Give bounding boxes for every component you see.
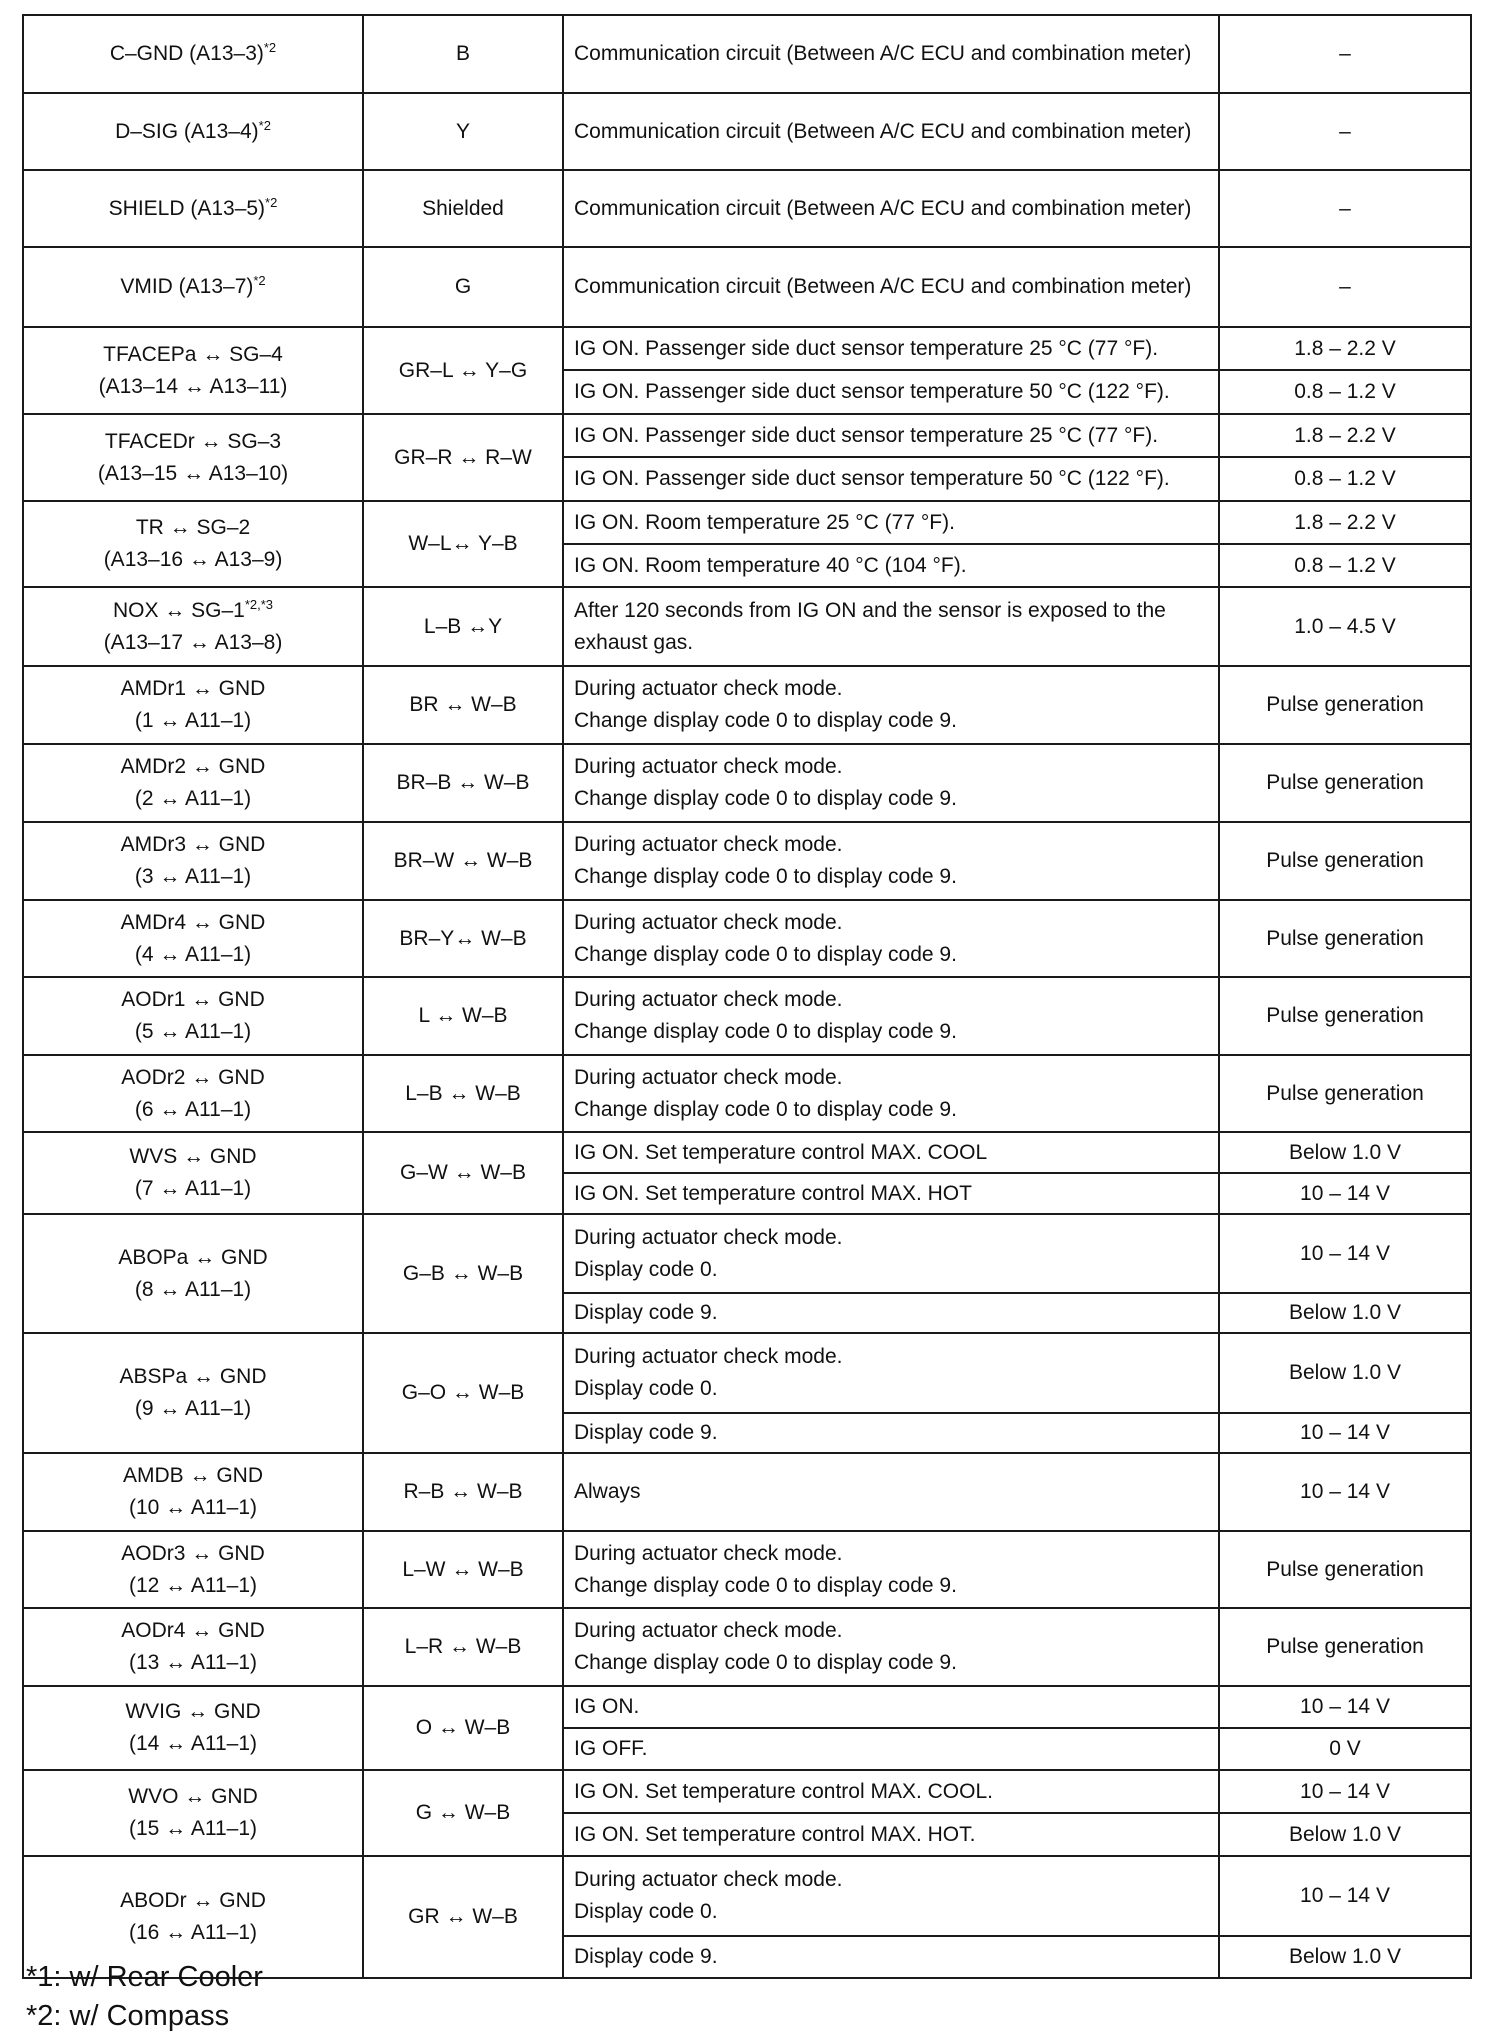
specified-condition-cell <box>1219 1608 1471 1686</box>
table-row <box>23 977 1471 1055</box>
terminal-cell-text: NOX ↔ $SG-1^{*2,*3}$ (A13–17 ↔ A13–8) <box>103 596 283 654</box>
condition-cell-text: IG ON. Set temperature control MAX. HOT. <box>574 1822 976 1846</box>
specified-condition-cell <box>1219 544 1471 587</box>
table-row <box>23 414 1471 457</box>
specified-condition-cell-text: 10 – 14 V <box>1300 1695 1390 1718</box>
table-row <box>23 900 1471 977</box>
condition-cell-text: IG ON. Passenger side duct sensor temperature 50 °C (122 °F). <box>574 467 1170 490</box>
condition-cell <box>563 1413 1219 1453</box>
wiring-color-cell <box>363 822 563 900</box>
table-row <box>23 822 1471 900</box>
terminal-cell-text: WVO ↔ GND (15 ↔ A11–1) <box>128 1785 258 1840</box>
condition-cell-text: During actuator check mode. Change display code 0 to display code 9. <box>574 910 957 966</box>
condition-cell <box>563 1936 1219 1978</box>
specified-condition-cell <box>1219 457 1471 501</box>
specified-condition-cell <box>1219 1686 1471 1728</box>
wiring-color-cell <box>363 247 563 327</box>
wiring-color-cell <box>363 327 563 414</box>
condition-cell <box>563 1214 1219 1293</box>
terminal-cell-text: ABOPa ↔ GND (8 ↔ A11–1) <box>118 1245 268 1301</box>
condition-cell <box>563 501 1219 544</box>
table-row <box>23 170 1471 247</box>
specified-condition-cell <box>1219 1936 1471 1978</box>
table-row <box>23 1856 1471 1936</box>
condition-cell <box>563 457 1219 501</box>
specified-condition-cell <box>1219 1813 1471 1856</box>
specified-condition-cell <box>1219 1453 1471 1531</box>
terminal-cell-text: AODr2 ↔ GND (6 ↔ A11–1) <box>121 1065 265 1121</box>
condition-cell <box>563 1770 1219 1813</box>
condition-cell <box>563 1856 1219 1936</box>
specified-condition-cell-text: Pulse generation <box>1266 1635 1424 1658</box>
specified-condition-cell <box>1219 1132 1471 1173</box>
specified-condition-cell-text: Pulse generation <box>1266 849 1424 872</box>
condition-cell <box>563 1686 1219 1728</box>
condition-cell-text: Display code 9. <box>574 1301 718 1324</box>
condition-cell <box>563 327 1219 370</box>
terminal-cell <box>23 15 363 93</box>
condition-cell <box>563 822 1219 900</box>
condition-cell-text: After 120 seconds from IG ON and the sensor is exposed to the exhaust gas. <box>574 598 1166 654</box>
terminal-cell-text: C–GND $(A13-3)^{*2}$ <box>109 40 277 65</box>
condition-cell <box>563 1728 1219 1770</box>
terminal-cell <box>23 977 363 1055</box>
specified-condition-cell-text: Below 1.0 V <box>1288 1361 1402 1384</box>
condition-cell-text: During actuator check mode. Change display code 0 to display code 9. <box>574 1541 957 1597</box>
specified-condition-cell-text: 0.8 – 1.2 V <box>1294 380 1396 403</box>
wiring-color-cell-text: B <box>455 42 470 65</box>
condition-cell <box>563 170 1219 247</box>
specified-condition-cell-text: Pulse generation <box>1266 693 1424 716</box>
wiring-color-cell <box>363 15 563 93</box>
terminal-cell <box>23 1531 363 1608</box>
condition-cell <box>563 247 1219 327</box>
table-row <box>23 1770 1471 1813</box>
terminal-cell <box>23 822 363 900</box>
footnote: *2: w/ Compass <box>26 2000 230 2032</box>
specified-condition-cell-text: Pulse generation <box>1266 771 1424 794</box>
wiring-color-cell-text: BR–B ↔ W–B <box>396 771 530 794</box>
condition-cell-text: Display code 9. <box>574 1945 718 1968</box>
wiring-color-cell-text: G ↔ W–B <box>415 1801 511 1824</box>
table-row <box>23 1686 1471 1728</box>
terminal-footnote-ref: *2,*3 <box>244 596 274 612</box>
specified-condition-cell-text: 10 – 14 V <box>1300 1181 1390 1205</box>
condition-cell <box>563 1132 1219 1173</box>
wiring-color-cell <box>363 977 563 1055</box>
specified-condition-cell <box>1219 900 1471 977</box>
terminal-cell-text: AMDr3 ↔ GND (3 ↔ A11–1) <box>120 833 266 888</box>
wiring-color-cell <box>363 744 563 822</box>
terminal-cell-text: WVIG ↔ GND (14 ↔ A11–1) <box>125 1700 261 1755</box>
specified-condition-cell-text: Pulse generation <box>1266 1557 1424 1581</box>
terminal-cell <box>23 327 363 414</box>
wiring-color-cell-text: BR–W ↔ W–B <box>393 849 533 872</box>
condition-cell <box>563 1608 1219 1686</box>
terminal-cell <box>23 587 363 666</box>
table-row <box>23 1453 1471 1531</box>
terminal-cell-text: AMDr4 ↔ GND (4 ↔ A11–1) <box>120 910 266 966</box>
table-row <box>23 1055 1471 1132</box>
wiring-color-cell-text: O ↔ W–B <box>415 1716 511 1739</box>
specified-condition-cell-text: Below 1.0 V <box>1288 1945 1402 1968</box>
wiring-color-cell-text: G–B ↔ W–B <box>402 1261 524 1285</box>
table-row <box>23 501 1471 544</box>
specified-condition-cell-text: 1.0 – 4.5 V <box>1294 614 1396 638</box>
terminal-cell <box>23 247 363 327</box>
specified-condition-cell-text: Below 1.0 V <box>1288 1301 1402 1324</box>
wiring-color-cell <box>363 170 563 247</box>
wiring-color-cell-text: L–B ↔Y <box>423 614 503 638</box>
specified-condition-cell-text: 0.8 – 1.2 V <box>1294 553 1396 577</box>
footnotes <box>26 1958 263 2036</box>
wiring-color-cell-text: GR ↔ W–B <box>408 1905 518 1928</box>
terminal-cell <box>23 1608 363 1686</box>
wiring-color-cell <box>363 1608 563 1686</box>
terminal-cell <box>23 1686 363 1770</box>
terminal-cell-text: AODr1 ↔ GND (5 ↔ A11–1) <box>121 988 265 1043</box>
specified-condition-cell <box>1219 15 1471 93</box>
specified-condition-cell <box>1219 1413 1471 1453</box>
specified-condition-cell <box>1219 1728 1471 1770</box>
specified-condition-cell-text: 10 – 14 V <box>1300 1480 1390 1503</box>
specified-condition-cell <box>1219 587 1471 666</box>
specified-condition-cell <box>1219 370 1471 414</box>
terminal-cell-text: AMDB ↔ GND (10 ↔ A11–1) <box>122 1464 263 1519</box>
specified-condition-cell <box>1219 977 1471 1055</box>
condition-cell-text: During actuator check mode. Display code 0. <box>574 1225 843 1281</box>
specified-condition-cell-text: 10 – 14 V <box>1300 1421 1390 1444</box>
condition-cell <box>563 1813 1219 1856</box>
specified-condition-cell <box>1219 170 1471 247</box>
wiring-color-cell-text: L–W ↔ W–B <box>402 1557 524 1581</box>
condition-cell <box>563 1055 1219 1132</box>
condition-cell-text: Always <box>574 1480 641 1503</box>
wiring-color-cell-text: W–L↔ Y–B <box>408 532 518 555</box>
specified-condition-cell <box>1219 1333 1471 1413</box>
condition-cell-text: Communication circuit (Between A/C ECU and combination meter) <box>574 196 1192 220</box>
wiring-color-cell-text: BR ↔ W–B <box>409 693 517 716</box>
wiring-color-cell <box>363 1333 563 1453</box>
condition-cell-text: During actuator check mode. Change display code 0 to display code 9. <box>574 755 957 810</box>
condition-cell-text: During actuator check mode. Change display code 0 to display code 9. <box>574 988 957 1043</box>
condition-cell <box>563 544 1219 587</box>
condition-cell-text: During actuator check mode. Display code 0. <box>574 1868 843 1923</box>
terminal-cell-text: AODr3 ↔ GND (12 ↔ A11–1) <box>121 1541 265 1597</box>
wiring-color-cell <box>363 666 563 744</box>
specified-condition-cell <box>1219 666 1471 744</box>
terminal-cell-text: AODr4 ↔ GND (13 ↔ A11–1) <box>121 1619 265 1674</box>
condition-cell-text: IG ON. Set temperature control MAX. HOT <box>574 1181 972 1205</box>
condition-cell <box>563 370 1219 414</box>
table-row <box>23 744 1471 822</box>
specified-condition-cell <box>1219 1055 1471 1132</box>
specified-condition-cell-text: Below 1.0 V <box>1288 1822 1402 1846</box>
condition-cell-text: During actuator check mode. Change display code 0 to display code 9. <box>574 1065 957 1121</box>
specified-condition-cell <box>1219 744 1471 822</box>
terminal-cell <box>23 1333 363 1453</box>
specified-condition-cell-text: 1.8 – 2.2 V <box>1294 423 1396 447</box>
table-row <box>23 587 1471 666</box>
condition-cell-text: During actuator check mode. Change display code 0 to display code 9. <box>574 833 957 888</box>
wiring-color-cell <box>363 1531 563 1608</box>
wiring-color-cell <box>363 1214 563 1333</box>
specified-condition-cell-text: Below 1.0 V <box>1288 1140 1402 1164</box>
condition-cell-text: Communication circuit (Between A/C ECU and combination meter) <box>574 42 1192 65</box>
footnote: *1: w/ Rear Cooler <box>26 1961 263 1993</box>
terminal-cell <box>23 501 363 587</box>
table-row <box>23 327 1471 370</box>
terminal-footnote-ref: *2 <box>265 194 278 210</box>
condition-cell <box>563 744 1219 822</box>
specified-condition-cell-text: 1.8 – 2.2 V <box>1294 510 1396 534</box>
terminal-cell <box>23 1132 363 1214</box>
wiring-color-cell <box>363 1453 563 1531</box>
specified-condition-cell-text: Pulse generation <box>1266 1004 1424 1027</box>
specified-condition-cell <box>1219 822 1471 900</box>
wiring-color-cell <box>363 1055 563 1132</box>
terminal-cell <box>23 744 363 822</box>
specified-condition-cell-text: 0 V <box>1329 1737 1361 1760</box>
wiring-color-cell-text: G–O ↔ W–B <box>401 1381 525 1404</box>
wiring-color-cell-text: L ↔ W–B <box>418 1004 508 1027</box>
condition-cell <box>563 1173 1219 1214</box>
condition-cell-text: IG ON. Set temperature control MAX. COOL. <box>574 1779 993 1803</box>
condition-cell <box>563 900 1219 977</box>
specified-condition-cell-text: 10 – 14 V <box>1300 1779 1390 1803</box>
wiring-color-cell-text: G <box>454 275 472 298</box>
wiring-color-cell <box>363 93 563 170</box>
table-row <box>23 93 1471 170</box>
terminal-cell <box>23 1214 363 1333</box>
specified-condition-cell-text: – <box>1339 275 1351 298</box>
specified-condition-cell <box>1219 1173 1471 1214</box>
table-row <box>23 1132 1471 1173</box>
terminal-cell-text: D–SIG $(A13-4)^{*2}$ <box>115 117 271 143</box>
wiring-color-cell-text: L–B ↔ W–B <box>405 1081 521 1105</box>
condition-cell-text: Communication circuit (Between A/C ECU and combination meter) <box>574 119 1192 143</box>
terminal-cell <box>23 414 363 501</box>
terminal-cell-text: SHIELD $(A13-5)^{*2}$ <box>108 194 278 220</box>
specified-condition-cell-text: – <box>1339 196 1351 220</box>
terminal-cell-text: VMID $(A13-7)^{*2}$ <box>120 273 266 298</box>
condition-cell-text: IG OFF. <box>574 1737 648 1760</box>
terminal-cell-text: WVS ↔ GND (7 ↔ A11–1) <box>129 1145 257 1200</box>
wiring-color-cell <box>363 1770 563 1856</box>
condition-cell-text: During actuator check mode. Change display code 0 to display code 9. <box>574 1619 957 1674</box>
condition-cell-text: During actuator check mode. Change display code 0 to display code 9. <box>574 677 957 732</box>
condition-cell <box>563 15 1219 93</box>
specified-condition-cell <box>1219 1770 1471 1813</box>
specified-condition-cell-text: – <box>1339 42 1351 65</box>
terminal-footnote-ref: *2 <box>258 117 271 133</box>
condition-cell <box>563 1453 1219 1531</box>
condition-cell-text: IG ON. Room temperature 25 °C (77 °F). <box>574 510 955 534</box>
condition-cell <box>563 1293 1219 1333</box>
condition-cell <box>563 666 1219 744</box>
wiring-color-cell-text: L–R ↔ W–B <box>404 1635 522 1658</box>
terminal-cell <box>23 1055 363 1132</box>
condition-cell-text: IG ON. <box>574 1695 640 1718</box>
terminal-footnote-ref: *2 <box>253 273 266 288</box>
condition-cell <box>563 587 1219 666</box>
condition-cell <box>563 414 1219 457</box>
table-row <box>23 1608 1471 1686</box>
terminal-cell-text: TFACEPa ↔ SG–4 (A13–14 ↔ A13–11) <box>98 342 288 398</box>
wiring-color-cell <box>363 1132 563 1214</box>
terminal-cell-text: ABODr ↔ GND (16 ↔ A11–1) <box>120 1889 266 1944</box>
wiring-color-cell <box>363 1686 563 1770</box>
specified-condition-cell <box>1219 327 1471 370</box>
table-row <box>23 666 1471 744</box>
specified-condition-cell <box>1219 93 1471 170</box>
table-row <box>23 15 1471 93</box>
terminal-cell-text: ABSPa ↔ GND (9 ↔ A11–1) <box>119 1365 267 1420</box>
terminal-cell <box>23 1453 363 1531</box>
condition-cell-text: IG ON. Passenger side duct sensor temperature 25 °C (77 °F). <box>574 336 1159 360</box>
wiring-color-cell-text: Y <box>455 119 470 143</box>
terminal-cell <box>23 170 363 247</box>
terminal-footnote-ref: *2 <box>263 40 277 55</box>
specified-condition-cell <box>1219 501 1471 544</box>
condition-cell-text: IG ON. Set temperature control MAX. COOL <box>574 1140 988 1164</box>
specified-condition-cell-text: – <box>1339 119 1351 143</box>
wiring-color-cell-text: BR–Y↔ W–B <box>399 926 527 950</box>
specified-condition-cell-text: Pulse generation <box>1266 1081 1424 1105</box>
specified-condition-cell <box>1219 1214 1471 1293</box>
specified-condition-cell-text: 0.8 – 1.2 V <box>1294 467 1396 490</box>
condition-cell <box>563 1531 1219 1608</box>
wiring-color-cell <box>363 900 563 977</box>
condition-cell <box>563 977 1219 1055</box>
terminal-cell-text: AMDr1 ↔ GND (1 ↔ A11–1) <box>120 677 266 732</box>
terminal-cell-text: AMDr2 ↔ GND (2 ↔ A11–1) <box>120 755 266 810</box>
wiring-color-cell-text: GR–R ↔ R–W <box>394 445 532 469</box>
condition-cell <box>563 1333 1219 1413</box>
specified-condition-cell <box>1219 1293 1471 1333</box>
terminal-cell <box>23 900 363 977</box>
wiring-color-cell <box>363 414 563 501</box>
wiring-color-cell-text: R–B ↔ W–B <box>403 1480 523 1503</box>
specified-condition-cell <box>1219 1531 1471 1608</box>
terminal-cell-text: TR ↔ SG–2 (A13–16 ↔ A13–9) <box>103 516 283 571</box>
condition-cell-text: IG ON. Passenger side duct sensor temperature 50 °C (122 °F). <box>574 380 1170 403</box>
wiring-color-cell <box>363 587 563 666</box>
specified-condition-cell-text: Pulse generation <box>1266 926 1424 950</box>
terminal-spec-table <box>22 14 1472 1979</box>
wiring-color-cell <box>363 1856 563 1978</box>
table-row <box>23 247 1471 327</box>
table-row <box>23 1333 1471 1413</box>
condition-cell-text: IG ON. Passenger side duct sensor temperature 25 °C (77 °F). <box>574 423 1159 447</box>
condition-cell-text: IG ON. Room temperature 40 °C (104 °F). <box>574 553 967 577</box>
terminal-cell <box>23 1770 363 1856</box>
wiring-color-cell-text: G–W ↔ W–B <box>399 1161 526 1184</box>
wiring-color-cell-text: Shielded <box>422 196 504 220</box>
specified-condition-cell-text: 10 – 14 V <box>1300 1884 1390 1907</box>
specified-condition-cell-text: 10 – 14 V <box>1300 1241 1390 1265</box>
terminal-cell-text: TFACEDr ↔ SG–3 (A13–15 ↔ A13–10) <box>97 429 289 485</box>
condition-cell-text: During actuator check mode. Display code 0. <box>574 1345 843 1400</box>
terminal-cell <box>23 93 363 170</box>
wiring-color-cell-text: GR–L ↔ Y–G <box>398 358 528 382</box>
table-row <box>23 1214 1471 1293</box>
table-row <box>23 1531 1471 1608</box>
terminal-cell <box>23 666 363 744</box>
condition-cell-text: Communication circuit (Between A/C ECU and combination meter) <box>574 275 1192 298</box>
specified-condition-cell-text: 1.8 – 2.2 V <box>1294 336 1396 360</box>
specified-condition-cell <box>1219 414 1471 457</box>
condition-cell <box>563 93 1219 170</box>
table-body <box>23 15 1471 1978</box>
condition-cell-text: Display code 9. <box>574 1421 718 1444</box>
wiring-color-cell <box>363 501 563 587</box>
specified-condition-cell <box>1219 1856 1471 1936</box>
specified-condition-cell <box>1219 247 1471 327</box>
